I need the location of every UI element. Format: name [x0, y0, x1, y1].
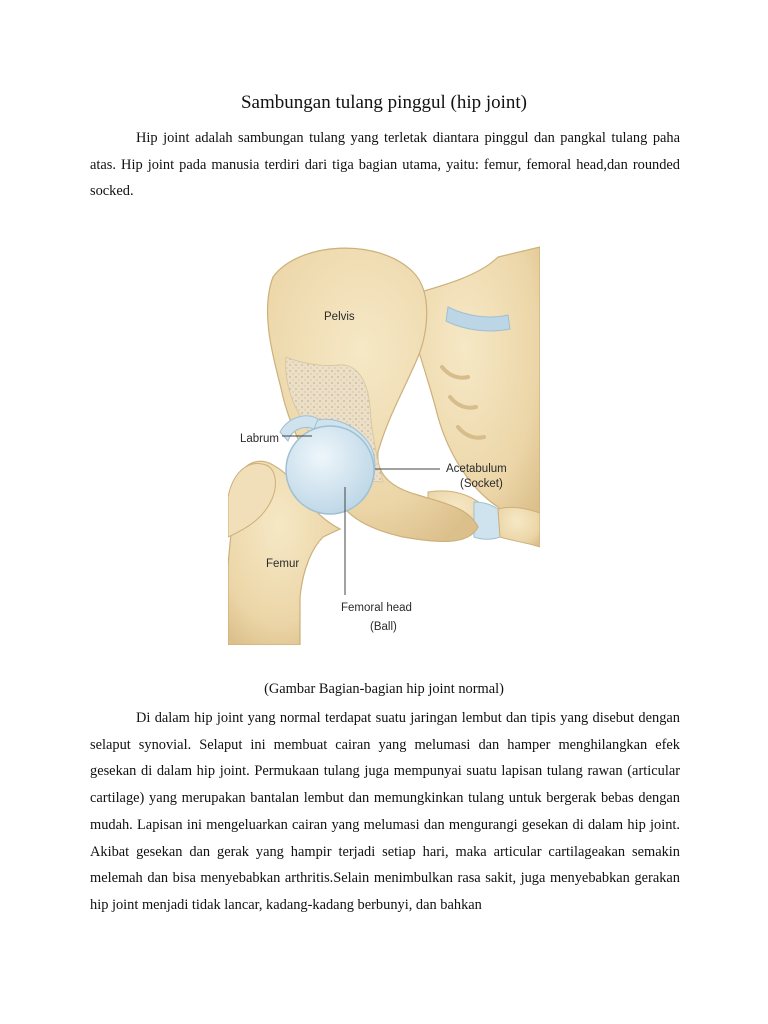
label-acetabulum: Acetabulum	[446, 463, 507, 475]
hip-joint-diagram	[228, 237, 540, 645]
label-ball: (Ball)	[370, 621, 397, 633]
hip-joint-illustration	[228, 237, 540, 645]
intro-paragraph-text: Hip joint adalah sambungan tulang yang terletak diantara pinggul dan pangkal tulang paha atas. Hip joint pada manusia terdiri dari tiga bagian utama, yaitu: femur, femoral head,dan rounded socked.	[90, 130, 680, 200]
label-labrum: Labrum	[240, 433, 279, 445]
intro-paragraph	[90, 125, 680, 205]
label-femur: Femur	[266, 558, 300, 570]
femoral-head-ball	[286, 426, 374, 514]
label-pelvis: Pelvis	[324, 311, 355, 323]
body-paragraph	[90, 705, 680, 919]
label-femoral-head: Femoral head	[341, 602, 412, 614]
pubic-symphysis	[474, 502, 500, 539]
body-paragraph-text: Di dalam hip joint yang normal terdapat suatu jaringan lembut dan tipis yang disebut dengan selaput synovial. Selaput ini membuat cairan yang melumasi dan hamper menghilangkan efek gesekan di dalam hip joint. Permukaan tulang juga mempunyai suatu lapisan tulang rawan (articular cartilage) yang merupakan bantalan lembut dan memungkinkan tulang untuk bergerak bebas dengan mudah. Lapisan ini mengeluarkan cairan yang melumasi dan mengurangi gesekan di dalam hip joint. Akibat gesekan dan gerak yang hampir terjadi setiap hari, maka articular cartilageakan semakin melemah dan bisa menyebabkan arthritis.Selain menimbulkan rasa sakit, juga menyebabkan gerakan hip joint menjadi tidak lancar, kadang-kadang berbunyi, dan bahkan	[90, 710, 680, 913]
figure-caption: (Gambar Bagian-bagian hip joint normal)	[264, 681, 504, 697]
label-socket: (Socket)	[460, 478, 503, 490]
page-title: Sambungan tulang pinggul (hip joint)	[240, 92, 528, 113]
